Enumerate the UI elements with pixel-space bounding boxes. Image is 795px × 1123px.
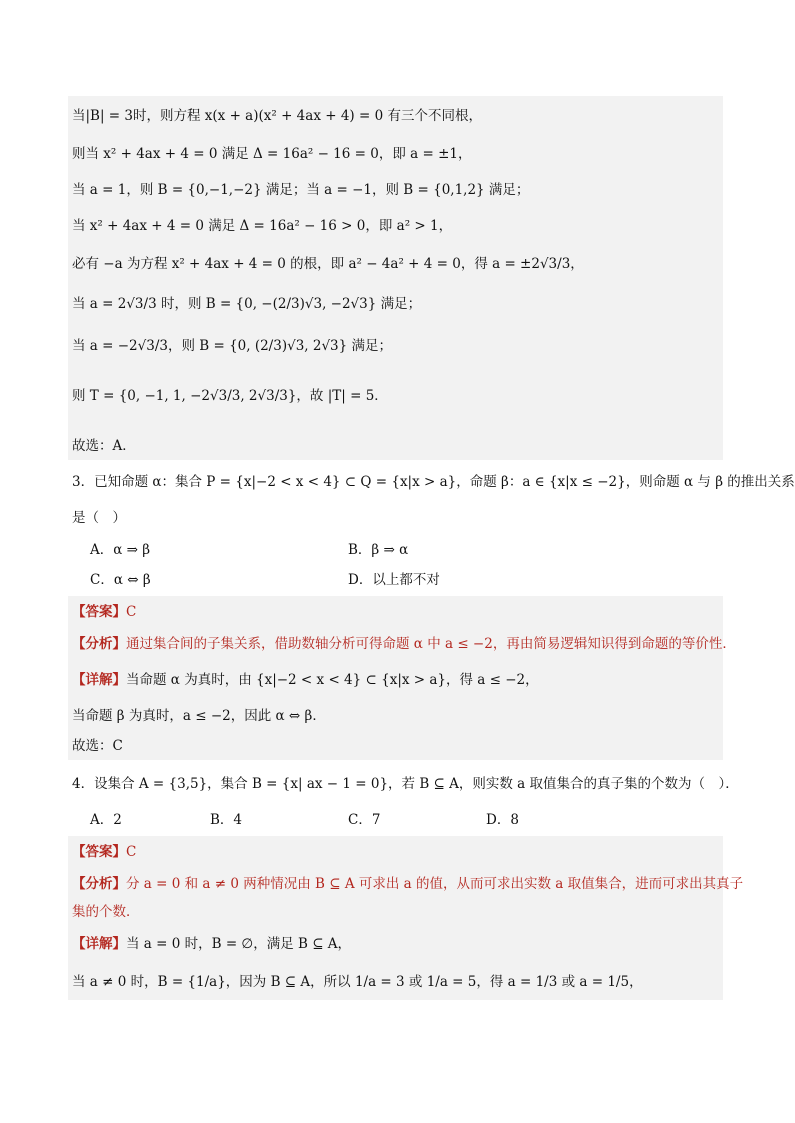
q3-option-d: D．以上都不对 [348, 572, 440, 588]
answer-value: C [126, 844, 137, 860]
sol2-line-1: 当|B| = 3时，则方程 x(x + a)(x² + 4ax + 4) = 0 有三个不同根， [72, 108, 482, 124]
q4-detail-2: 当 a ≠ 0 时，B = {1/a}，因为 B ⊆ A，所以 1/a = 3 或 1/a = 5，得 a = 1/3 或 a = 1/5， [72, 974, 643, 990]
q3-stem-line-1: 3．已知命题 α：集合 P = {x|−2 < x < 4} ⊂ Q = {x|x > a}，命题 β：a ∈ {x|x ≤ −2}，则命题 α 与 β 的推出关系 [72, 474, 795, 490]
sol2-line-5: 必有 −a 为方程 x² + 4ax + 4 = 0 的根，即 a² − 4a² + 4 = 0，得 a = ±2√3/3， [72, 256, 584, 272]
q4-option-b: B．4 [210, 812, 243, 828]
q4-analysis-2 [72, 902, 722, 922]
q3-stem-line-2: 是（ ） [72, 510, 126, 526]
answer-value: C [126, 604, 137, 620]
q3-option-c: C．α ⇔ β [90, 572, 151, 588]
q3-analysis [72, 634, 736, 654]
sol2-line-6: 当 a = 2√3/3 时，则 B = {0, −(2/3)√3, −2√3} 满足； [72, 296, 422, 312]
q4-option-c: C．7 [348, 812, 381, 828]
analysis-tag: 【分析】 [72, 636, 126, 652]
q4-option-a: A．2 [90, 812, 122, 828]
analysis-text: 通过集合间的子集关系，借助数轴分析可得命题 α 中 a ≤ −2，再由简易逻辑知识得到命题的等价性． [126, 636, 736, 652]
sol2-line-8: 则 T = {0, −1, 1, −2√3/3, 2√3/3}，故 |T| = 5． [72, 388, 388, 404]
q3-detail-2: 当命题 β 为真时，a ≤ −2，因此 α ⇔ β． [72, 708, 326, 724]
q4-option-d: D．8 [486, 812, 519, 828]
sol2-line-4: 当 x² + 4ax + 4 = 0 满足 Δ = 16a² − 16 > 0，即 a² > 1， [72, 218, 453, 234]
q4-answer [72, 842, 722, 862]
sol2-line-2: 则当 x² + 4ax + 4 = 0 满足 Δ = 16a² − 16 = 0，即 a = ±1， [72, 146, 472, 162]
sol2-final: 故选：A． [72, 438, 136, 454]
q3-option-b: B．β ⇒ α [348, 542, 409, 558]
analysis-text: 分 a = 0 和 a ≠ 0 两种情况由 B ⊆ A 可求出 a 的值，从而可求出实数 a 取值集合，进而可求出其真子 [126, 876, 744, 892]
analysis-tag: 【分析】 [72, 876, 126, 892]
q4-stem: 4．设集合 A = {3,5}，集合 B = {x| ax − 1 = 0}，若 B ⊆ A，则实数 a 取值集合的真子集的个数为（ ）． [72, 776, 739, 792]
sol2-line-7: 当 a = −2√3/3，则 B = {0, (2/3)√3, 2√3} 满足； [72, 338, 393, 354]
sol2-line-3: 当 a = 1，则 B = {0,−1,−2} 满足；当 a = −1，则 B = {0,1,2} 满足； [72, 182, 530, 198]
analysis-text-cont: 集的个数． [72, 904, 140, 920]
q3-answer [72, 602, 722, 622]
detail-tag: 【详解】 [72, 672, 126, 688]
detail-tag: 【详解】 [72, 936, 126, 952]
q3-option-a: A．α ⇒ β [90, 542, 151, 558]
q3-final: 故选：C [72, 738, 123, 754]
answer-tag: 【答案】 [72, 844, 126, 860]
answer-tag: 【答案】 [72, 604, 126, 620]
detail-text: 当 a = 0 时，B = ∅，满足 B ⊆ A， [126, 936, 352, 952]
detail-text: 当命题 α 为真时，由 {x|−2 < x < 4} ⊂ {x|x > a}，得 a ≤ −2， [126, 672, 539, 688]
q4-detail-1 [72, 934, 722, 954]
q3-detail-1 [72, 670, 722, 690]
q4-analysis-1 [72, 874, 744, 894]
